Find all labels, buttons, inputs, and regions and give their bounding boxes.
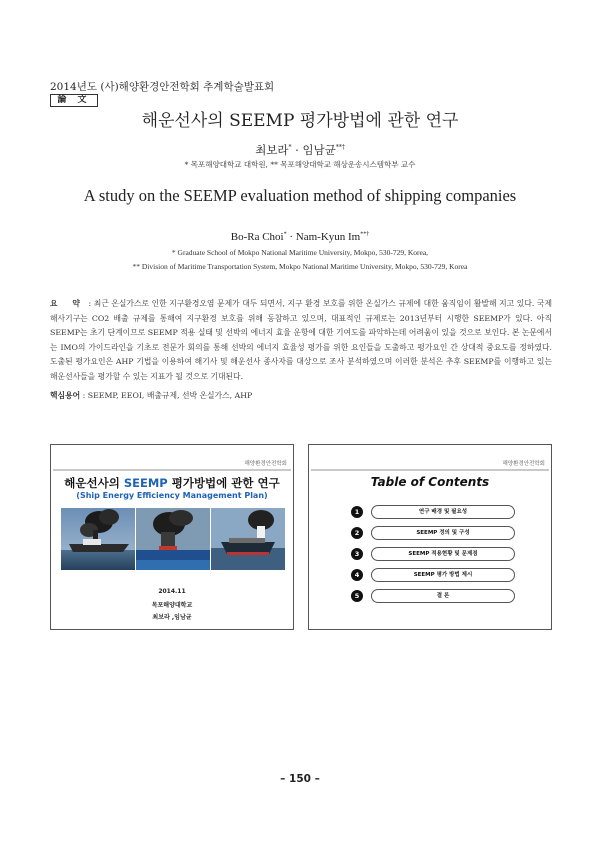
toc-item [351,505,515,519]
toc-item-number: 5 [351,590,363,602]
toc-item [351,526,515,540]
abstract [50,297,552,385]
toc-item-number: 2 [351,527,363,539]
author-separator: · [291,143,303,157]
keywords-label: 핵심용어 [50,391,81,400]
keywords-text: : SEEMP, EEOI, 배출규제, 선박 온실가스, AHP [80,391,253,400]
toc-item-label: SEEMP 평가 방법 제시 [371,568,515,582]
authors-english [0,231,600,243]
slide-header-divider [53,469,291,471]
toc-item-label: 연구 배경 및 필요성 [371,505,515,519]
keywords [50,390,552,401]
slide-title-accent: SEEMP [123,476,168,490]
slide-title-part: 해운선사의 [64,476,124,490]
slide-title [51,475,293,491]
ship-photo-2 [136,508,210,570]
author-1-name: 최보라 [255,143,289,157]
author-2-mark: **† [335,144,345,152]
slide-header: 해양환경안전학회 [502,461,545,467]
toc-item-label: 결 론 [371,589,515,603]
toc-item-number: 1 [351,506,363,518]
ship-photos [61,508,285,570]
ship-photo-1 [61,508,135,570]
toc-item [351,547,515,561]
author-2-name-en: Nam-Kyun Im [295,231,361,243]
author-2-name: 임남균 [302,143,336,157]
slide-date: 2014.11 [158,588,186,595]
slide-authors: 최보라 ,임남균 [152,614,192,621]
author-1-name-en: Bo-Ra Choi [230,231,284,243]
abstract-text: : 최근 온실가스로 인한 지구환경오염 문제가 대두 되면서, 지구 환경 보호를 위한 온실가스 규제에 대한 움직임이 활발해 지고 있다. 국제해사기구는 CO2 배출 규제를 통해여 지구환경 보호를 위해 동참하고 있으며, 대표적인 규제로는 2013년부터 시행한 SEEMP가 있다. 아직 SEEMP는 초기 단계이므로 SEEMP 적용 실태 및 선박의 에너지 효율 운항에 대한 기여도를 파악하는데 어려움이 있을 것으로 보인다. 본 논문에서는 IMO의 가이드라인을 기초로 전문가 회의를 통해 선박의 에너지 효율성 평가를 위한 요인들을 도출하고 평가요인 간 상대적 중요도를 정하였다. 도출된 평가요인은 AHP 기법을 이용하여 해기사 및 해운선사 종사자를 대상으로 조사 분석하였으며 이러한 분석은 추후 SEEMP를 이행하고 있는 해운선사들을 평가할 수 있는 지표가 될 것으로 기대된다. [50,299,552,381]
slide-university: 목포해양대학교 [151,602,193,609]
toc-item-label: SEEMP 정의 및 구성 [371,526,515,540]
paper-type-tag: 論 文 [50,94,98,107]
affiliation-english-2: ** Division of Maritime Transportation System, Mokpo National Maritime University, Mokpo, 530-729, Korea [132,262,468,271]
title-english: A study on the SEEMP evaluation method of shipping companies [83,186,517,205]
page-number: – 150 – [280,773,320,785]
title-korean: 해운선사의 SEEMP 평가방법에 관한 연구 [141,111,459,131]
authors-korean [0,142,600,158]
slide-subtitle: (Ship Energy Efficiency Management Plan) [76,491,268,500]
slide-title-part: 평가방법에 관한 연구 [167,476,280,490]
abstract-label: 요 약 [50,299,86,308]
title-slide [50,444,294,630]
author-2-mark-en: **† [360,231,370,238]
author-1-mark: * [288,144,292,152]
affiliation-korean: * 목포해양대학교 대학원, ** 목포해양대학교 해상운송시스템학부 교수 [184,160,416,169]
slide-header-divider [311,469,549,471]
toc-item [351,589,515,603]
author-1-mark-en: * [283,231,287,238]
toc-item-label: SEEMP 적용현황 및 문제점 [371,547,515,561]
toc-slide [308,444,552,630]
toc-item [351,568,515,582]
author-separator-en: · [286,231,296,243]
affiliation-english-1: * Graduate School of Mokpo National Maritime University, Mokpo, 530-729, Korea, [171,248,429,257]
conference-name: 2014년도 (사)해양환경안전학회 추계학술발표회 [50,81,275,93]
toc-item-number: 3 [351,548,363,560]
toc-item-number: 4 [351,569,363,581]
toc-title: Table of Contents [370,475,490,489]
ship-photo-3 [211,508,285,570]
ship-photo-strip [61,508,285,570]
slide-header: 해양환경안전학회 [244,461,287,467]
